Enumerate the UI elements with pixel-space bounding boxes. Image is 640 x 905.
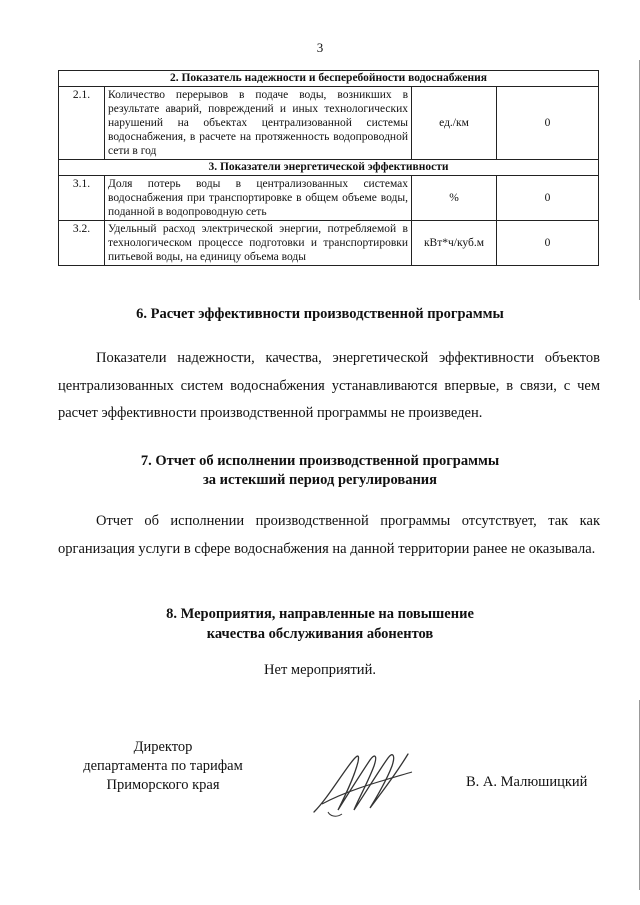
position-line3: Приморского края: [106, 777, 220, 793]
table-row: [59, 176, 599, 221]
position-line2: департамента по тарифам: [83, 758, 243, 774]
section3-header: 3. Показатели энергетической эффективности: [59, 160, 599, 176]
section7-heading-line1: 7. Отчет об исполнении производственной программы: [140, 453, 500, 469]
table-section-row: [59, 71, 599, 87]
table-row: [59, 87, 599, 160]
row-number: 3.2.: [59, 221, 105, 266]
page-number: 3: [316, 40, 324, 55]
section8-heading-line2: качества обслуживания абонентов: [206, 626, 434, 642]
section6-text: Показатели надежности, качества, энергетической эффективности объектов централизованных систем водоснабжения устанавливаются впервые, в связи, с чем расчет эффективности производственной программы не произведен.: [58, 350, 600, 421]
row-unit: %: [412, 176, 497, 221]
row-description: Доля потерь воды в централизованных системах водоснабжения при транспортировке в общем объеме воды, поданной в водопроводную сеть: [105, 176, 412, 221]
handwritten-signature: [308, 742, 418, 822]
row-number: 3.1.: [59, 176, 105, 221]
row-description: Удельный расход электрической энергии, потребляемой в технологическом процессе подготовки и транспортировки питьевой воды, на единицу объема воды: [105, 221, 412, 266]
row-description: Количество перерывов в подаче воды, возникших в результате аварий, повреждений и иных технологических нарушений на объектах централизованной системы водоснабжения, в расчете на протяженность водопроводной сети в год: [105, 87, 412, 160]
row-value: 0: [497, 87, 599, 160]
section7-heading-line2: за истекший период регулирования: [202, 472, 438, 488]
section6-heading: 6. Расчет эффективности производственной программы: [136, 306, 504, 322]
row-number: 2.1.: [59, 87, 105, 160]
row-unit: кВт*ч/куб.м: [412, 221, 497, 266]
section8-text: Нет мероприятий.: [264, 662, 376, 678]
section7-text: Отчет об исполнении производственной программы отсутствует, так как организация услуги в сфере водоснабжения на данной территории ранее не оказывала.: [58, 513, 600, 557]
section8-heading-line1: 8. Мероприятия, направленные на повышение: [166, 606, 474, 622]
table-row: [59, 221, 599, 266]
row-value: 0: [497, 221, 599, 266]
table-section-row: [59, 160, 599, 176]
signatory-name: В. А. Малюшицкий: [466, 774, 588, 790]
position-line1: Директор: [133, 739, 193, 755]
indicators-table: [58, 70, 599, 266]
signatory-position: [58, 738, 268, 795]
section2-header: 2. Показатель надежности и бесперебойности водоснабжения: [59, 71, 599, 87]
row-value: 0: [497, 176, 599, 221]
row-unit: ед./км: [412, 87, 497, 160]
